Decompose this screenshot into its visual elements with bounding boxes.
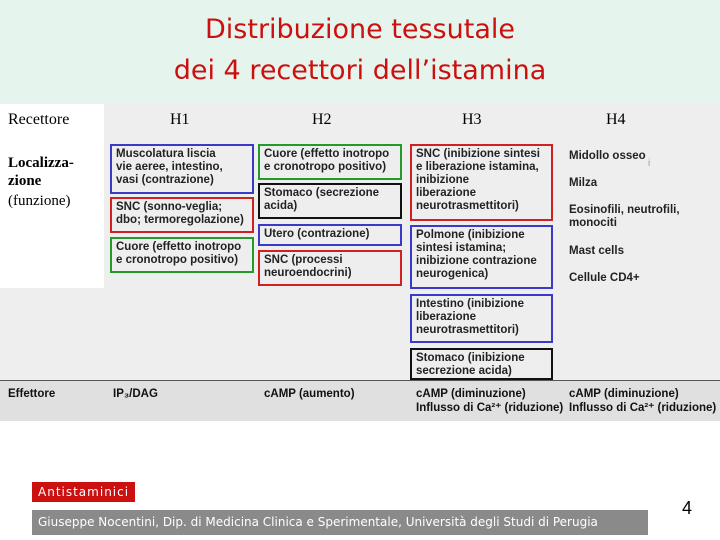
h4-midollo: Midollo osseo <box>569 150 646 162</box>
text-line: sintesi istamina; <box>416 242 507 254</box>
text-line: inibizione <box>416 174 470 186</box>
text-line: Utero (contrazione) <box>264 228 370 240</box>
h3-box-snc <box>410 144 553 221</box>
effector-h4-line2: Influsso di Ca²⁺ (riduzione) <box>569 402 717 414</box>
h2-box-stomaco <box>258 183 402 219</box>
scan-noise: i <box>648 158 651 169</box>
effector-h3-line2: Influsso di Ca²⁺ (riduzione) <box>416 402 564 414</box>
h2-box-cuore <box>258 144 402 180</box>
text-line: inibizione contrazione <box>416 255 537 267</box>
text-line: liberazione <box>416 187 477 199</box>
text-line: dbo; termoregolazione) <box>116 214 244 226</box>
row-label-line1: Localizza- <box>8 155 74 171</box>
text-line: vie aeree, intestino, <box>116 161 223 173</box>
effector-h1: IP₃/DAG <box>113 388 158 400</box>
text-line: secrezione acida) <box>416 365 512 377</box>
text-line: neurotrasmettitori) <box>416 324 519 336</box>
text-line: neurotrasmettitori) <box>416 200 519 212</box>
h4-milza: Milza <box>569 177 598 189</box>
text-line: neuroendocrini) <box>264 267 352 279</box>
h1-box-muscolatura <box>110 144 254 194</box>
effector-h2: cAMP (aumento) <box>264 388 355 400</box>
effector-label: Effettore <box>8 388 56 400</box>
text-line: e cronotropo positivo) <box>264 161 387 173</box>
h3-box-polmone <box>410 225 553 289</box>
col-header-h4: H4 <box>606 111 626 128</box>
h4-cd4: Cellule CD4+ <box>569 272 640 284</box>
h1-box-cuore <box>110 237 254 273</box>
text-line: SNC (processi <box>264 254 343 266</box>
text-line: Stomaco (inibizione <box>416 352 525 364</box>
col-header-h3: H3 <box>462 111 482 128</box>
text-line: neurogenica) <box>416 268 489 280</box>
text-line: e liberazione istamina, <box>416 161 539 173</box>
text-line: Stomaco (secrezione <box>264 187 380 199</box>
page-number: 4 <box>682 498 693 518</box>
text-line: liberazione <box>416 311 477 323</box>
text-line: Cuore (effetto inotropo <box>264 148 390 160</box>
text-line: SNC (sonno-veglia; <box>116 201 223 213</box>
col-header-h1: H1 <box>170 111 190 128</box>
text-line: vasi (contrazione) <box>116 174 214 186</box>
h3-box-intestino <box>410 294 553 343</box>
h2-box-snc <box>258 250 402 286</box>
text-line: acida) <box>264 200 298 212</box>
footer-credit: Giuseppe Nocentini, Dip. di Medicina Clinica e Sperimentale, Università degli Studi di Perugia <box>32 510 648 535</box>
col-header-h2: H2 <box>312 111 332 128</box>
row-header-recettore: Recettore <box>8 111 70 128</box>
text-line: Polmone (inibizione <box>416 229 525 241</box>
row-label-line2: zione <box>8 173 42 189</box>
row-label-line3: (funzione) <box>8 193 71 209</box>
text-line: Muscolatura liscia <box>116 148 216 160</box>
h2-box-utero <box>258 224 402 246</box>
h4-monociti: monociti <box>569 217 617 229</box>
slide-title-line2: dei 4 recettori dell’istamina <box>173 55 547 86</box>
effector-h4-line1: cAMP (diminuzione) <box>569 388 679 400</box>
antistaminici-label: Antistaminici <box>32 482 135 502</box>
text-line: Cuore (effetto inotropo <box>116 241 242 253</box>
text-line: e cronotropo positivo) <box>116 254 239 266</box>
effector-h3-line1: cAMP (diminuzione) <box>416 388 526 400</box>
h4-mast-cells: Mast cells <box>569 245 624 257</box>
h4-eosinofili: Eosinofili, neutrofili, <box>569 204 680 216</box>
h3-box-stomaco <box>410 348 553 380</box>
text-line: SNC (inibizione sintesi <box>416 148 540 160</box>
slide-title-line1: Distribuzione tessutale <box>205 14 515 45</box>
h1-box-snc <box>110 197 254 233</box>
text-line: Intestino (inibizione <box>416 298 524 310</box>
